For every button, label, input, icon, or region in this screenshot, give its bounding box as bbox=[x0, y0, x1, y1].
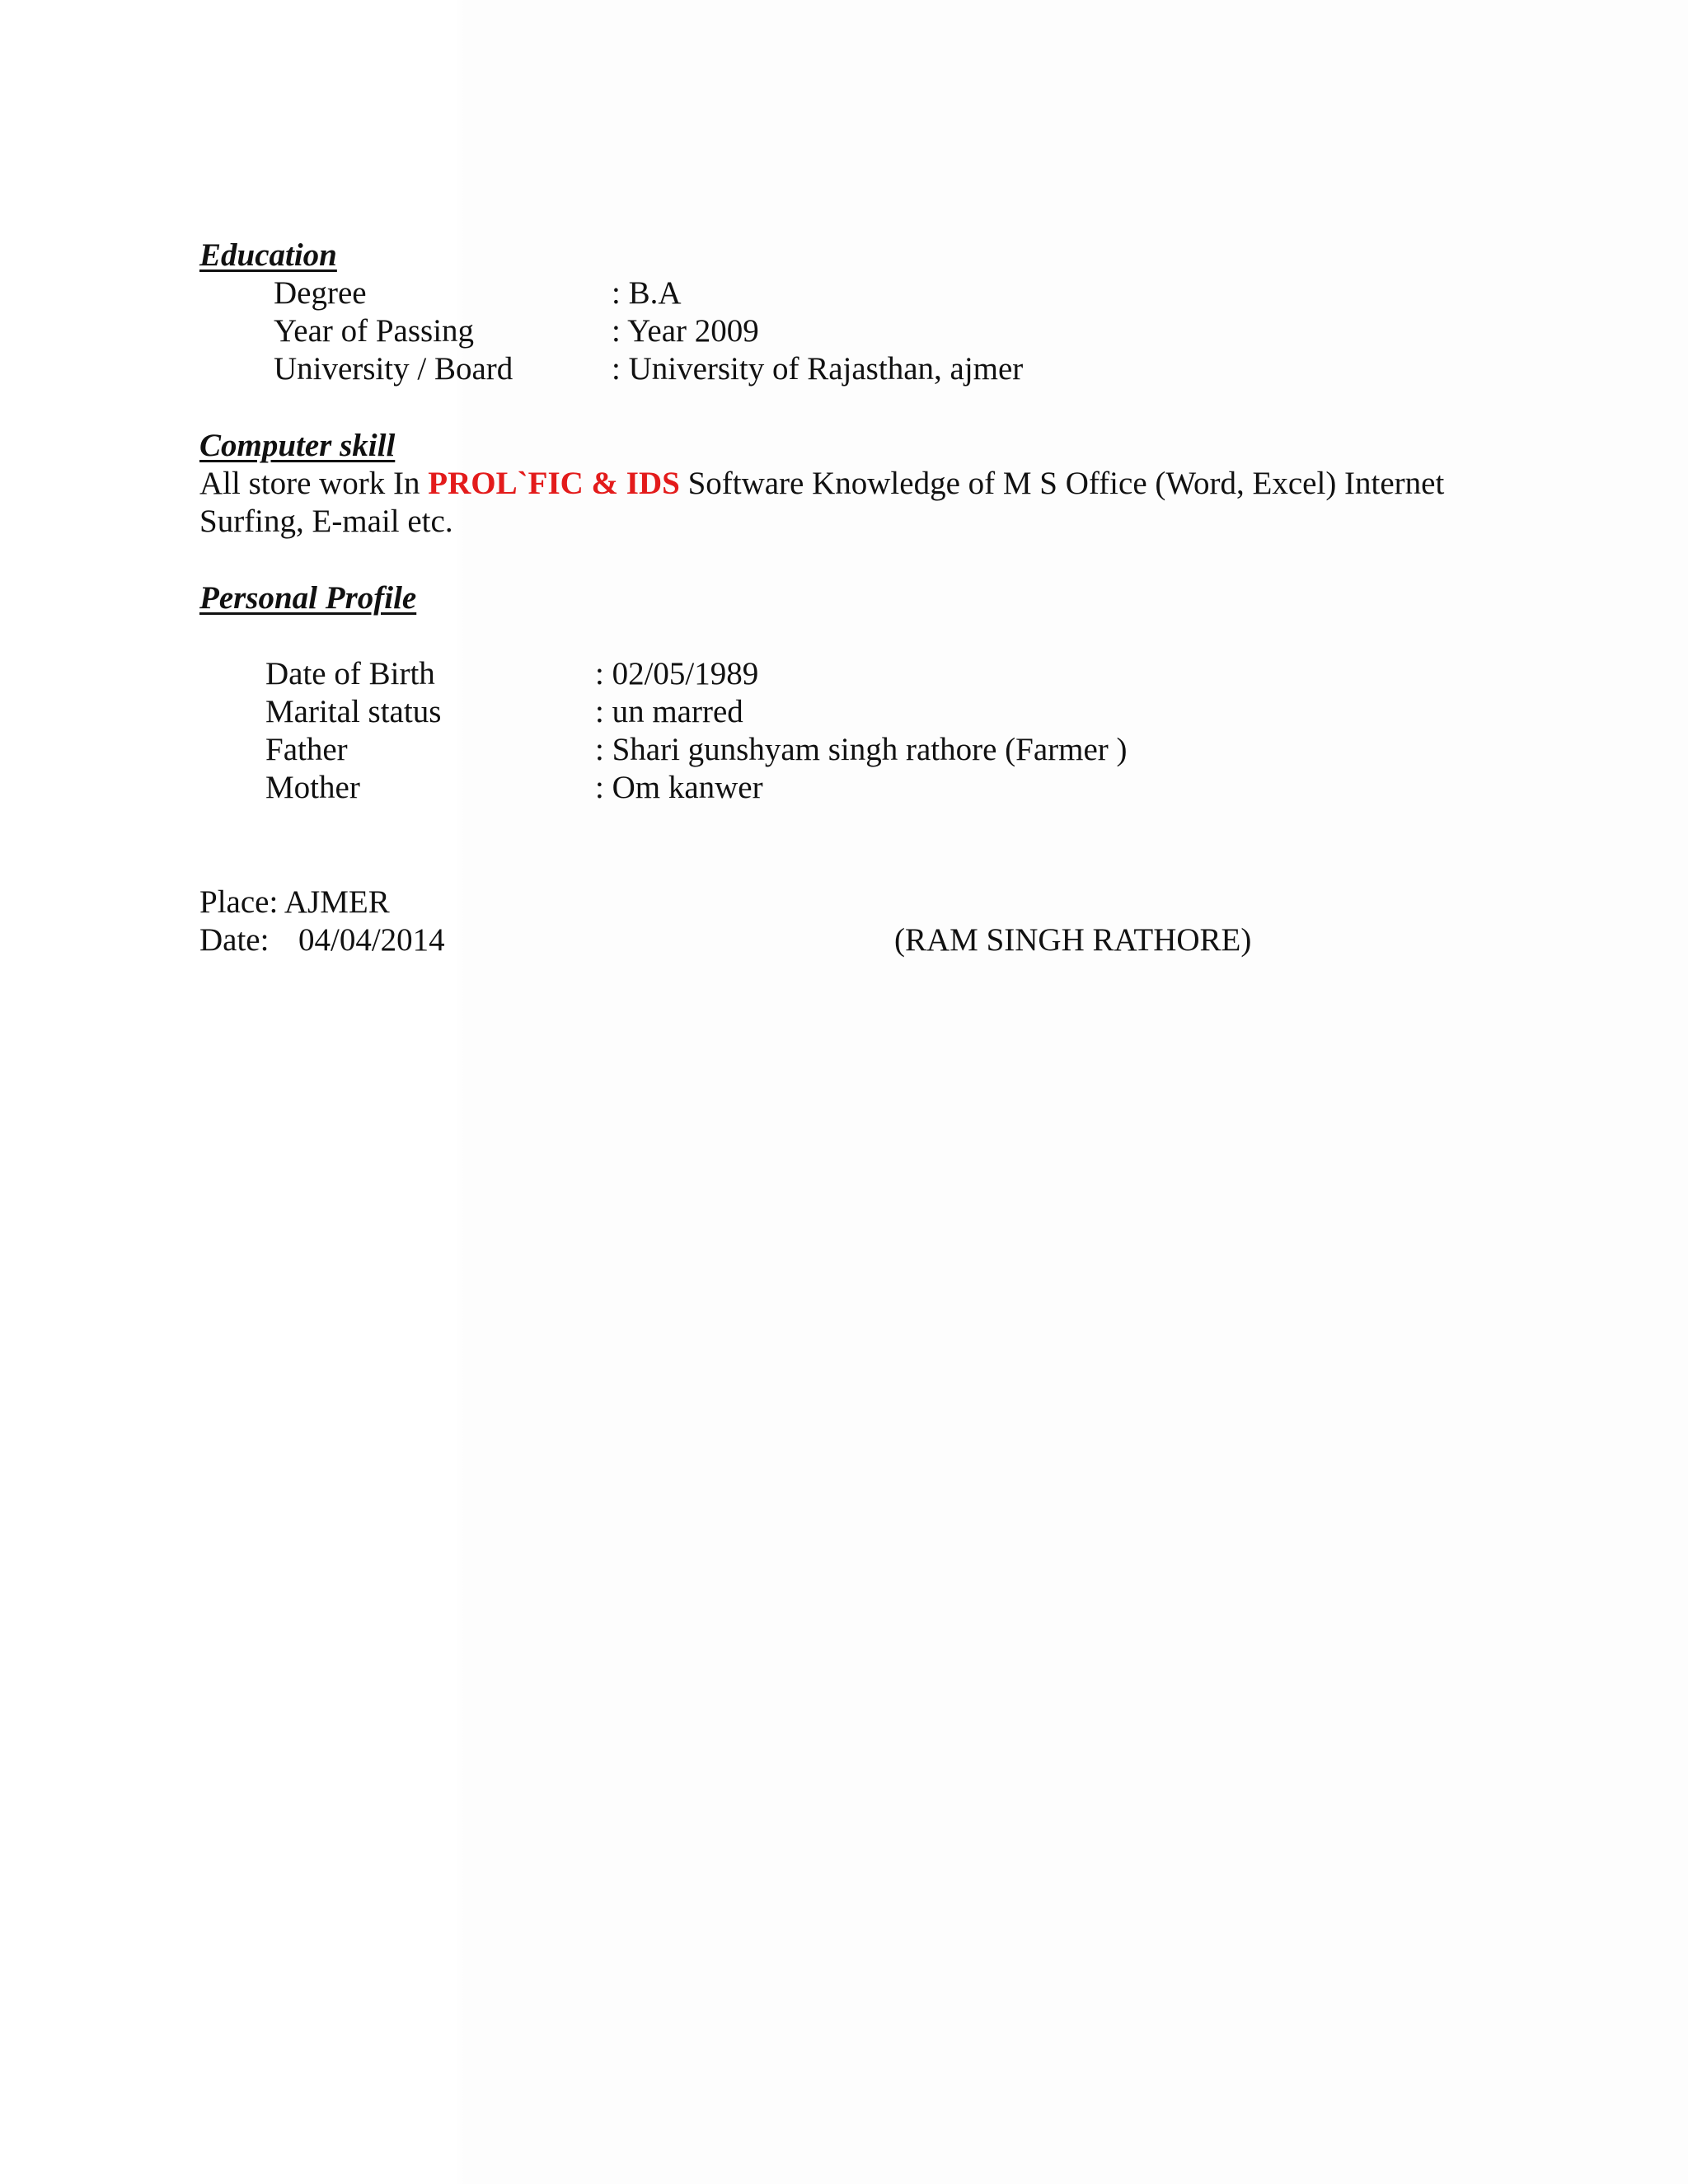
degree-label: Degree bbox=[274, 275, 367, 311]
education-heading: Education bbox=[199, 237, 337, 273]
university-label: University / Board bbox=[274, 351, 513, 387]
computer-skill-text-after: Software Knowledge of M S Office (Word, Excel) Internet Surfing, E-mail etc. bbox=[199, 466, 1445, 539]
date-value: 04/04/2014 bbox=[298, 922, 445, 958]
father-label: Father bbox=[265, 732, 348, 767]
mother-value: : Om kanwer bbox=[595, 770, 763, 805]
year-of-passing-label: Year of Passing bbox=[274, 313, 475, 349]
place-line: Place: AJMER bbox=[199, 884, 390, 920]
signature-name: (RAM SINGH RATHORE) bbox=[894, 922, 1252, 958]
computer-skill-text-before: All store work In bbox=[199, 466, 429, 501]
year-of-passing-value: : Year 2009 bbox=[612, 313, 759, 349]
mother-label: Mother bbox=[265, 770, 360, 805]
father-value: : Shari gunshyam singh rathore (Farmer ) bbox=[595, 732, 1128, 767]
computer-skill-paragraph bbox=[199, 465, 1502, 541]
date-of-birth-value: : 02/05/1989 bbox=[595, 656, 759, 691]
marital-status-value: : un marred bbox=[595, 694, 743, 729]
software-highlight: PROL`FIC & IDS bbox=[428, 466, 680, 501]
personal-profile-heading: Personal Profile bbox=[199, 580, 417, 616]
degree-value: : B.A bbox=[612, 275, 682, 311]
date-of-birth-label: Date of Birth bbox=[265, 656, 435, 691]
marital-status-label: Marital status bbox=[265, 694, 442, 729]
computer-skill-heading: Computer skill bbox=[199, 428, 396, 463]
date-label: Date: bbox=[199, 922, 270, 958]
university-value: : University of Rajasthan, ajmer bbox=[612, 351, 1024, 387]
